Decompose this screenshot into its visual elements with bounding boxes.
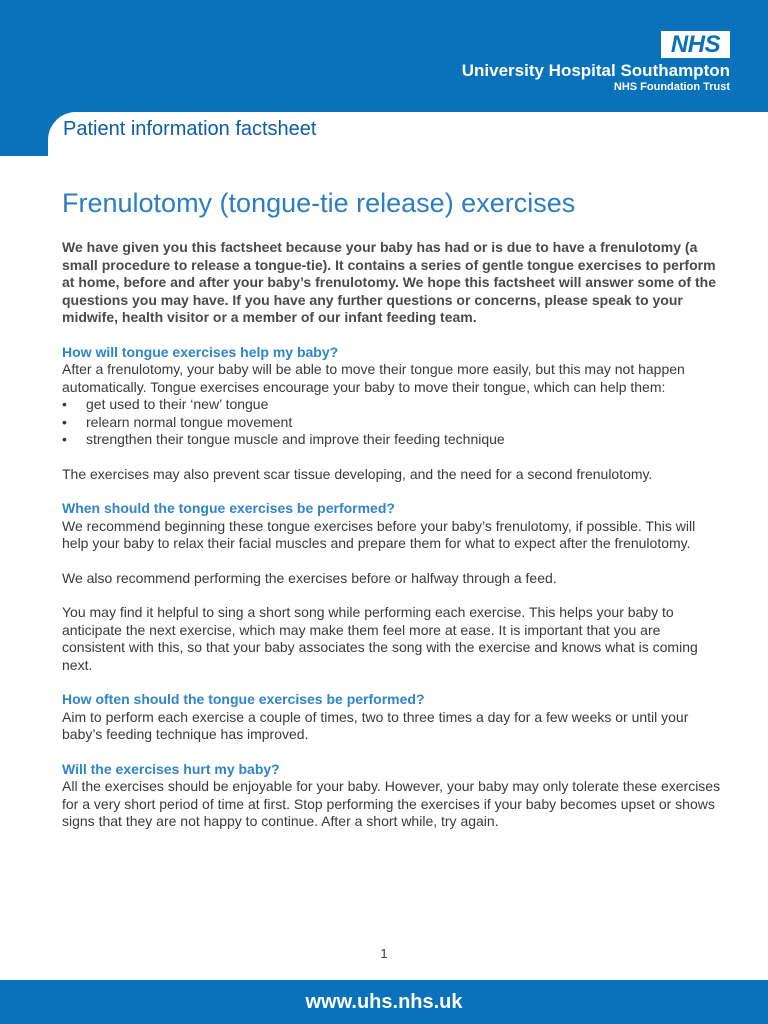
section-paragraph: We also recommend performing the exercises before or halfway through a feed. <box>62 569 557 586</box>
document-type: Patient information factsheet <box>63 118 317 140</box>
section-paragraph: We recommend beginning these tongue exercises before your baby’s frenulotomy, if possible. This will help your baby to relax their facial muscles and prepare them for what to expect after the frenulotomy. <box>62 517 696 551</box>
section-how-often <box>62 691 722 744</box>
list-item: • strengthen their tongue muscle and improve their feeding technique <box>62 431 722 449</box>
website-link[interactable]: www.uhs.nhs.uk <box>305 991 463 1013</box>
organisation-trust: NHS Foundation Trust <box>613 81 730 93</box>
organisation-name: University Hospital Southampton <box>461 61 730 80</box>
benefits-list <box>62 396 722 449</box>
nhs-logo-text: NHS <box>670 31 721 58</box>
section-heading: When should the tongue exercises be performed? <box>62 500 395 516</box>
section-paragraph: All the exercises should be enjoyable for your baby. However, your baby may only tolerate these exercises for a very short period of time at first. Stop performing the exercises if your baby becomes upset or shows signs that they are not happy to continue. After a short while, try again. <box>62 778 721 829</box>
page-number: 1 <box>380 946 388 961</box>
section-paragraph: You may find it helpful to sing a short song while performing each exercise. This helps your baby to anticipate the next exercise, which may make them feel more at ease. It is important that you are consistent with this, so that your baby associates the song with the exercise and knows what is coming next. <box>62 604 698 673</box>
factsheet-body <box>62 239 722 848</box>
list-item: • get used to their ‘new’ tongue <box>62 396 722 414</box>
intro-paragraph: We have given you this factsheet because your baby has had or is due to have a frenulotomy (a small procedure to release a tongue-tie). It contains a series of gentle tongue exercises to perform at home, before and after your baby’s frenulotomy. We hope this factsheet will answer some of the questions you may have. If you have any further questions or concerns, please speak to your midwife, health visitor or a member of our infant feeding team. <box>62 239 716 325</box>
footer-banner <box>0 980 768 1024</box>
section-when-performed <box>62 500 722 674</box>
section-paragraph: Aim to perform each exercise a couple of times, two to three times a day for a few weeks or until your baby’s feeding technique has improved. <box>62 708 689 742</box>
section-paragraph: After a frenulotomy, your baby will be able to move their tongue more easily, but this may not happen automatically. Tongue exercises encourage your baby to move their tongue, which can help them: <box>62 361 685 395</box>
section-paragraph: The exercises may also prevent scar tissue developing, and the need for a second frenulotomy. <box>62 465 653 482</box>
section-heading: How often should the tongue exercises be performed? <box>62 691 425 707</box>
section-heading: Will the exercises hurt my baby? <box>62 760 280 777</box>
page-title: Frenulotomy (tongue-tie release) exercises <box>62 188 576 218</box>
list-item: • relearn normal tongue movement <box>62 414 722 432</box>
nhs-logo <box>661 31 730 58</box>
section-will-it-hurt <box>62 761 722 831</box>
section-how-exercises-help <box>62 344 722 484</box>
section-heading: How will tongue exercises help my baby? <box>62 343 339 360</box>
